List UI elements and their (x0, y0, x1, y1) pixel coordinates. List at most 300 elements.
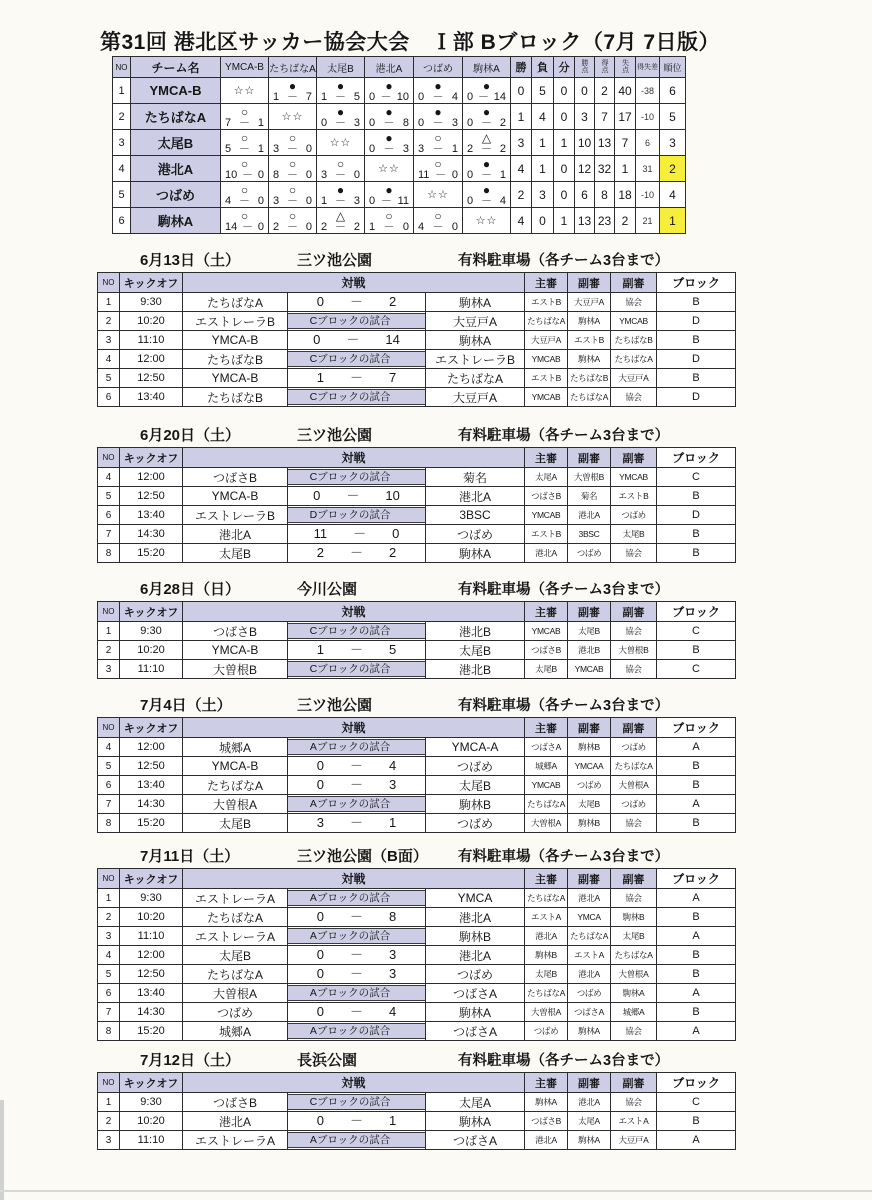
team-name: 駒林A (131, 208, 221, 234)
match-row (98, 946, 736, 965)
score-dash: － (346, 332, 360, 347)
goals-for-value: 2 (595, 78, 615, 104)
kickoff-time: 15:20 (120, 1022, 183, 1041)
score-home: 0 (316, 758, 324, 773)
row-number: 2 (98, 908, 120, 927)
venue-name: 今川公園 (297, 581, 358, 598)
block-value: C (657, 622, 736, 641)
section-header-line (0, 249, 872, 269)
home-team: つばさB (183, 1093, 288, 1112)
score-away: 2 (389, 545, 397, 560)
result-symbol: ● (336, 182, 345, 197)
assistant-referee: たちばなA (568, 388, 611, 407)
match-score (288, 525, 425, 543)
score-away: 0 (353, 168, 360, 181)
assistant-referee: 港北A (568, 965, 611, 984)
standings-table (112, 56, 686, 234)
match-date: 6月28日（日） (140, 581, 241, 598)
other-block-match-label: Aブロックの試合 (288, 890, 426, 906)
col-header-match: 対戦 (183, 448, 525, 468)
home-team: たちばなA (183, 908, 288, 927)
score-cell (288, 350, 426, 369)
col-header-assistant-referee: 副審 (568, 869, 611, 889)
match-score (414, 118, 462, 129)
score-home: 0 (418, 116, 425, 129)
away-team: たちばなA (426, 369, 525, 388)
assistant-referee: つばめ (611, 738, 657, 757)
schedule-table (97, 868, 736, 1041)
block-value: B (657, 814, 736, 833)
score-dash: － (380, 90, 392, 103)
col-header-block: ブロック (657, 602, 736, 622)
losses-value: 1 (532, 156, 554, 182)
result-symbol: ● (336, 78, 345, 93)
goals-for-value: 32 (595, 156, 615, 182)
score-away: 11 (397, 194, 409, 207)
match-row (98, 795, 736, 814)
home-team: 太尾B (183, 544, 288, 563)
goal-diff-value: -38 (636, 78, 660, 104)
away-team: 駒林B (426, 795, 525, 814)
row-number: 1 (98, 622, 120, 641)
away-team: つばさA (426, 1022, 525, 1041)
score-dash: － (239, 142, 250, 155)
match-result-cell (221, 104, 269, 130)
match-row (98, 388, 736, 407)
match-score (414, 92, 462, 103)
main-referee: エストB (525, 525, 568, 544)
kickoff-time: 15:20 (120, 544, 183, 563)
main-referee: YMCAB (525, 776, 568, 795)
goals-against-value: 2 (615, 208, 636, 234)
result-symbol: ○ (240, 208, 249, 223)
other-block-match-label: Cブロックの試合 (288, 313, 426, 329)
schedule-header-row (98, 869, 736, 889)
row-number: 7 (98, 795, 120, 814)
match-score (288, 544, 425, 562)
match-row (98, 312, 736, 331)
match-row (98, 908, 736, 927)
col-header-assistant-referee: 副審 (568, 448, 611, 468)
score-home: 0 (316, 294, 324, 309)
match-result-cell (365, 78, 414, 104)
home-team: 太尾B (183, 946, 288, 965)
score-dash: － (349, 815, 363, 830)
col-header-block: ブロック (657, 869, 736, 889)
match-score (414, 144, 462, 155)
score-home: 0 (467, 168, 474, 181)
match-result-cell (463, 182, 511, 208)
score-dash: － (349, 1004, 363, 1019)
score-home: 4 (418, 220, 425, 233)
assistant-referee: 駒林A (568, 1131, 611, 1150)
row-number: 3 (98, 1131, 120, 1150)
col-header-opponent: 太尾B (317, 57, 365, 78)
block-value: D (657, 388, 736, 407)
assistant-referee: つばめ (568, 984, 611, 1003)
match-row (98, 889, 736, 908)
match-score (463, 92, 510, 103)
rank-value: 3 (660, 130, 686, 156)
venue-name: 三ツ池公園 (297, 697, 373, 714)
block-value: D (657, 350, 736, 369)
score-away: 3 (402, 142, 409, 155)
away-team: 3BSC (426, 506, 525, 525)
score-cell (288, 1022, 426, 1041)
assistant-referee: つばめ (611, 795, 657, 814)
col-header-no: NO (98, 1073, 120, 1093)
schedule-section (0, 845, 872, 1039)
assistant-referee: エストB (568, 331, 611, 350)
away-team: つばさA (426, 1131, 525, 1150)
match-score (269, 196, 316, 207)
match-score (288, 331, 425, 349)
row-number: 6 (98, 776, 120, 795)
score-dash: － (287, 220, 298, 233)
match-score (463, 144, 510, 155)
result-symbol: ○ (385, 208, 393, 223)
result-symbol: △ (335, 208, 346, 223)
main-referee: YMCAB (525, 622, 568, 641)
kickoff-time: 12:50 (120, 487, 183, 506)
draws-value: 1 (554, 130, 575, 156)
match-score (463, 118, 510, 129)
main-referee: 城郷A (525, 757, 568, 776)
result-symbol: ○ (434, 156, 442, 171)
goals-against-value: 40 (615, 78, 636, 104)
result-symbol: ○ (240, 156, 249, 171)
kickoff-time: 13:40 (120, 388, 183, 407)
block-value: C (657, 660, 736, 679)
kickoff-time: 13:40 (120, 776, 183, 795)
col-header-team: チーム名 (131, 57, 221, 78)
self-match-cell: ☆☆ (317, 130, 365, 156)
other-block-match-label: Aブロックの試合 (288, 928, 426, 944)
col-header-kickoff: キックオフ (120, 1073, 183, 1093)
kickoff-time: 12:00 (120, 350, 183, 369)
venue-name: 長浜公園 (297, 1052, 358, 1069)
match-date: 7月4日（土） (140, 697, 232, 714)
score-dash: － (242, 220, 254, 233)
block-value: A (657, 1022, 736, 1041)
kickoff-time: 10:20 (120, 641, 183, 660)
block-value: A (657, 1131, 736, 1150)
match-row (98, 350, 736, 369)
block-value: A (657, 889, 736, 908)
score-cell (288, 889, 426, 908)
kickoff-time: 12:50 (120, 965, 183, 984)
match-row (98, 814, 736, 833)
assistant-referee: 協会 (611, 889, 657, 908)
score-home: 11 (418, 168, 430, 181)
home-team: エストレーラA (183, 889, 288, 908)
assistant-referee: YMCAA (568, 757, 611, 776)
match-score (317, 92, 364, 103)
score-cell (288, 795, 426, 814)
home-team: 港北A (183, 1112, 288, 1131)
match-score (317, 170, 364, 181)
col-header-assistant-referee: 副審 (611, 869, 657, 889)
col-header-points (575, 57, 595, 78)
assistant-referee: たちばなA (611, 350, 657, 369)
match-row (98, 984, 736, 1003)
match-score (221, 118, 268, 129)
match-score (269, 144, 316, 155)
schedule-section (0, 424, 872, 561)
main-referee: 大豆戸A (525, 331, 568, 350)
row-number: 2 (98, 641, 120, 660)
row-number: 5 (98, 965, 120, 984)
block-value: B (657, 946, 736, 965)
score-cell (288, 468, 426, 487)
points-value: 0 (575, 78, 595, 104)
score-away: 14 (385, 332, 400, 347)
match-result-cell (317, 182, 365, 208)
score-away: 0 (257, 194, 264, 207)
col-header-assistant-referee: 副審 (568, 273, 611, 293)
match-row (98, 525, 736, 544)
away-team: 太尾B (426, 776, 525, 795)
away-team: つばめ (426, 525, 525, 544)
col-header-block: ブロック (657, 718, 736, 738)
goals-for-value: 8 (595, 182, 615, 208)
away-team: 駒林A (426, 1112, 525, 1131)
result-symbol: ○ (288, 130, 297, 145)
row-number: 5 (98, 487, 120, 506)
other-block-match-label: Cブロックの試合 (288, 469, 426, 485)
row-number: 4 (98, 468, 120, 487)
match-score (221, 196, 268, 207)
kickoff-time: 10:20 (120, 312, 183, 331)
assistant-referee: 駒林A (568, 350, 611, 369)
match-score (365, 144, 413, 155)
assistant-referee: 大豆戸A (611, 369, 657, 388)
kickoff-time: 12:00 (120, 946, 183, 965)
result-symbol: ● (482, 104, 491, 119)
assistant-referee: たちばなA (568, 927, 611, 946)
match-score (365, 118, 413, 129)
goals-against-value: 17 (615, 104, 636, 130)
scan-artifact (0, 1190, 872, 1192)
self-match-cell: ☆☆ (414, 182, 463, 208)
match-score (365, 196, 413, 207)
score-dash: － (432, 220, 444, 233)
match-score (365, 222, 413, 233)
result-symbol: ○ (336, 156, 345, 171)
score-away: 1 (451, 142, 458, 155)
match-score (414, 170, 462, 181)
main-referee: 駒林A (525, 1093, 568, 1112)
col-header-kickoff: キックオフ (120, 273, 183, 293)
other-block-match-label: Aブロックの試合 (288, 796, 426, 812)
assistant-referee: 駒林A (568, 312, 611, 331)
match-score (414, 222, 462, 233)
assistant-referee: 駒林B (568, 738, 611, 757)
away-team: 大豆戸A (426, 388, 525, 407)
row-number: 6 (98, 506, 120, 525)
result-symbol: ○ (434, 130, 442, 145)
standings-row (113, 208, 686, 234)
block-value: B (657, 641, 736, 660)
score-cell (288, 660, 426, 679)
col-header-kickoff: キックオフ (120, 602, 183, 622)
score-cell (288, 506, 426, 525)
away-team: 港北A (426, 908, 525, 927)
row-number: 8 (98, 544, 120, 563)
score-cell (288, 369, 426, 388)
row-number: 8 (98, 814, 120, 833)
score-cell (288, 622, 426, 641)
self-match-cell: ☆☆ (463, 208, 511, 234)
match-row (98, 487, 736, 506)
score-away: 7 (305, 90, 312, 103)
assistant-referee: 協会 (611, 388, 657, 407)
kickoff-time: 12:00 (120, 468, 183, 487)
assistant-referee: 太尾A (568, 1112, 611, 1131)
assistant-referee: 駒林A (611, 984, 657, 1003)
assistant-referee: 港北A (568, 506, 611, 525)
goals-against-label: 失点 (621, 59, 629, 73)
score-home: 2 (467, 142, 474, 155)
losses-value: 0 (532, 208, 554, 234)
kickoff-time: 12:50 (120, 369, 183, 388)
match-score (288, 757, 425, 775)
losses-value: 3 (532, 182, 554, 208)
score-dash: － (346, 488, 360, 503)
rank-value: 2 (660, 156, 686, 182)
score-home: 0 (316, 909, 324, 924)
assistant-referee: 大曽根A (611, 776, 657, 795)
assistant-referee: 駒林B (611, 908, 657, 927)
assistant-referee: 大豆戸A (568, 293, 611, 312)
match-result-cell (414, 208, 463, 234)
score-away: 3 (353, 194, 360, 207)
assistant-referee: 太尾B (568, 795, 611, 814)
score-cell (288, 544, 426, 563)
row-number: 6 (98, 388, 120, 407)
row-number: 2 (113, 104, 131, 130)
match-score (269, 222, 316, 233)
away-team: 港北B (426, 660, 525, 679)
score-home: 2 (316, 545, 324, 560)
kickoff-time: 14:30 (120, 795, 183, 814)
goals-for-value: 23 (595, 208, 615, 234)
away-team: つばめ (426, 814, 525, 833)
away-team: YMCA (426, 889, 525, 908)
row-number: 6 (113, 208, 131, 234)
draws-value: 1 (554, 208, 575, 234)
draws-value: 0 (554, 104, 575, 130)
other-block-match-label: Aブロックの試合 (288, 739, 426, 755)
goals-against-value: 7 (615, 130, 636, 156)
score-dash: － (349, 294, 363, 309)
score-cell (288, 946, 426, 965)
assistant-referee: たちばなA (611, 946, 657, 965)
match-result-cell (221, 182, 269, 208)
score-away: 1 (257, 142, 264, 155)
match-score (288, 641, 425, 659)
block-value: C (657, 468, 736, 487)
score-home: 1 (316, 370, 324, 385)
score-away: 8 (389, 909, 397, 924)
assistant-referee: たちばなB (568, 369, 611, 388)
points-value: 3 (575, 104, 595, 130)
away-team: 駒林A (426, 1003, 525, 1022)
home-team: 大曽根A (183, 984, 288, 1003)
score-away: 3 (389, 777, 397, 792)
draws-value: 0 (554, 78, 575, 104)
draws-value: 0 (554, 182, 575, 208)
score-home: 0 (369, 194, 376, 207)
result-symbol: ● (434, 78, 442, 93)
assistant-referee: 協会 (611, 544, 657, 563)
score-home: 0 (369, 116, 376, 129)
col-header-goal-diff: 得失差 (636, 57, 660, 78)
block-value: A (657, 795, 736, 814)
score-cell (288, 814, 426, 833)
result-symbol: ● (336, 104, 345, 119)
score-away: 1 (389, 815, 397, 830)
kickoff-time: 15:20 (120, 814, 183, 833)
score-home: 1 (321, 194, 328, 207)
standings-row (113, 104, 686, 130)
score-home: 0 (467, 116, 474, 129)
match-result-cell (414, 156, 463, 182)
home-team: YMCA-B (183, 641, 288, 660)
match-result-cell (414, 130, 463, 156)
points-value: 10 (575, 130, 595, 156)
match-result-cell (221, 130, 269, 156)
col-header-main-referee: 主審 (525, 273, 568, 293)
venue-name: 三ツ池公園 (297, 427, 373, 444)
rank-value: 6 (660, 78, 686, 104)
main-referee: つばめ (525, 1022, 568, 1041)
venue-name: 三ツ池公園 (297, 252, 373, 269)
row-number: 3 (98, 660, 120, 679)
col-header-block: ブロック (657, 1073, 736, 1093)
assistant-referee: 協会 (611, 1093, 657, 1112)
result-symbol: ○ (288, 182, 297, 197)
kickoff-time: 9:30 (120, 1093, 183, 1112)
row-number: 7 (98, 525, 120, 544)
standings-header-row (113, 57, 686, 78)
col-header-match: 対戦 (183, 718, 525, 738)
main-referee: 港北A (525, 927, 568, 946)
match-score (288, 1003, 425, 1021)
assistant-referee: つばさA (568, 1003, 611, 1022)
match-score (288, 776, 425, 794)
match-result-cell (317, 156, 365, 182)
assistant-referee: 菊名 (568, 487, 611, 506)
match-row (98, 641, 736, 660)
other-block-match-label: Aブロックの試合 (288, 1132, 426, 1148)
col-header-assistant-referee: 副審 (611, 448, 657, 468)
score-away: 0 (451, 168, 458, 181)
match-row (98, 331, 736, 350)
match-result-cell (221, 156, 269, 182)
other-block-match-label: Cブロックの試合 (288, 623, 426, 639)
away-team: 駒林B (426, 927, 525, 946)
other-block-match-label: Cブロックの試合 (288, 351, 426, 367)
away-team: つばさA (426, 984, 525, 1003)
block-value: B (657, 776, 736, 795)
section-header-line (0, 1049, 872, 1069)
home-team: たちばなA (183, 776, 288, 795)
goals-for-value: 13 (595, 130, 615, 156)
main-referee: 大曽根A (525, 1003, 568, 1022)
main-referee: 港北A (525, 1131, 568, 1150)
assistant-referee: エストB (611, 487, 657, 506)
